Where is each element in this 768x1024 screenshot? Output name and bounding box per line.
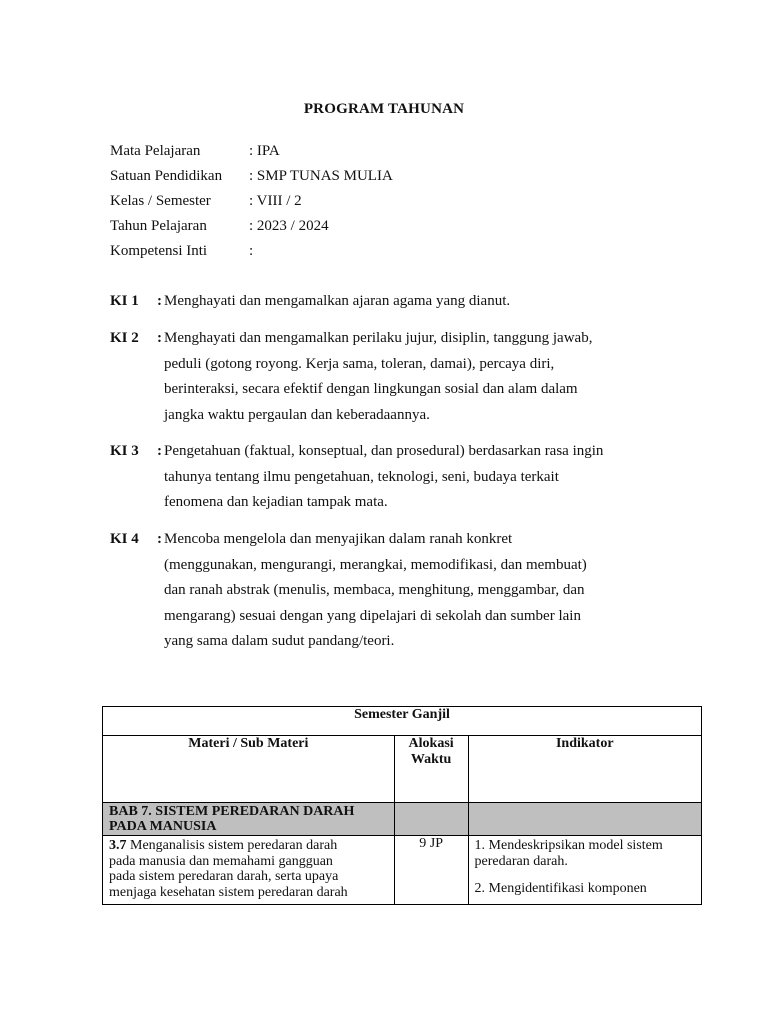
chapter-title-line: PADA MANUSIA (109, 819, 217, 834)
materi-line: pada manusia dan memahami gangguan (109, 853, 333, 869)
semester-table (102, 706, 702, 905)
ki-colon: : (157, 330, 162, 346)
ki-line: Mencoba mengelola dan menyajikan dalam ranah konkret (164, 531, 513, 547)
indikator-spacer (475, 869, 695, 881)
materi-text (103, 836, 394, 902)
semester-header-row (103, 707, 702, 736)
semester-title: Semester Ganjil (103, 707, 702, 736)
chapter-row (103, 803, 702, 836)
materi-line (109, 838, 388, 854)
document-title: PROGRAM TAHUNAN (303, 101, 465, 117)
indikator-line: 2. Mengidentifikasi komponen (474, 881, 647, 896)
info-label: Tahun Pelajaran (110, 218, 207, 234)
ki-line: peduli (gotong royong. Kerja sama, toleran, damai), percaya diri, (164, 355, 555, 372)
ki-code: KI 1 (110, 293, 139, 309)
indikator-cell (468, 836, 701, 905)
ki-3 (110, 439, 630, 516)
info-value: : SMP TUNAS MULIA (249, 168, 393, 184)
ki-line: (menggunakan, mengurangi, merangkai, memodifikasi, dan membuat) (164, 556, 587, 573)
chapter-empty-cell (394, 803, 468, 836)
ki-line: dan ranah abstrak (menulis, membaca, menghitung, menggambar, dan (164, 582, 585, 598)
chapter-title-cell (103, 803, 395, 836)
indikator-line: peredaran darah. (474, 853, 568, 869)
ki-colon: : (157, 531, 162, 547)
ki-text (164, 439, 630, 516)
ki-code: KI 4 (110, 531, 139, 547)
ki-1 (110, 289, 630, 315)
ki-line: yang sama dalam sudut pandang/teori. (164, 633, 395, 649)
info-value: : IPA (249, 143, 280, 159)
info-label: Satuan Pendidikan (110, 168, 223, 184)
info-label: Kompetensi Inti (110, 243, 208, 259)
column-header-indikator: Indikator (468, 736, 701, 803)
column-header-materi: Materi / Sub Materi (103, 736, 395, 803)
ki-line: Pengetahuan (faktual, konseptual, dan prosedural) berdasarkan rasa ingin (164, 443, 604, 459)
chapter-title (103, 803, 394, 835)
ki-2 (110, 326, 630, 428)
materi-line-text: Menganalisis sistem peredaran darah (126, 838, 338, 853)
info-row-satuan-pendidikan (110, 165, 393, 190)
materi-cell (103, 836, 395, 905)
ki-text (164, 527, 630, 655)
ki-line: tahunya tentang ilmu pengetahuan, teknologi, seni, budaya terkait (164, 468, 559, 485)
chapter-title-line: BAB 7. SISTEM PEREDARAN DARAH (109, 804, 355, 819)
info-label: Mata Pelajaran (110, 143, 201, 159)
alokasi-cell: 9 JP (394, 836, 468, 905)
info-value: : 2023 / 2024 (249, 218, 329, 234)
ki-text (164, 289, 630, 315)
ki-4 (110, 527, 630, 655)
ki-colon: : (157, 443, 162, 459)
ki-line: Menghayati dan mengamalkan perilaku jujur, disiplin, tanggung jawab, (164, 330, 593, 346)
info-label: Kelas / Semester (110, 193, 211, 209)
materi-line: pada sistem peredaran darah, serta upaya (109, 869, 339, 884)
ki-line: fenomena dan kejadian tampak mata. (164, 494, 388, 510)
ki-line: jangka waktu pergaulan dan keberadaannya. (164, 406, 430, 423)
column-header-row (103, 736, 702, 803)
materi-line: menjaga kesehatan sistem peredaran darah (109, 884, 348, 900)
column-header-alokasi-line: Alokasi (408, 736, 454, 751)
info-row-kelas-semester (110, 190, 393, 215)
ki-text (164, 326, 630, 428)
table-row (103, 836, 702, 905)
chapter-empty-cell (468, 803, 701, 836)
ki-line: Menghayati dan mengamalkan ajaran agama yang dianut. (164, 293, 511, 309)
ki-code: KI 2 (110, 330, 139, 346)
column-header-alokasi (394, 736, 468, 803)
info-row-mata-pelajaran (110, 140, 393, 165)
ki-colon: : (157, 293, 162, 309)
info-row-tahun-pelajaran (110, 215, 393, 240)
info-row-kompetensi-inti (110, 240, 393, 265)
identity-block (110, 140, 393, 265)
kd-number: 3.7 (109, 838, 127, 853)
indikator-line: 1. Mendeskripsikan model sistem (474, 838, 663, 853)
info-value: : (249, 243, 254, 259)
ki-line: mengarang) sesuai dengan yang dipelajari di sekolah dan sumber lain (164, 607, 581, 624)
ki-line: berinteraksi, secara efektif dengan lingkungan sosial dan alam dalam (164, 381, 578, 397)
column-header-alokasi-line: Waktu (410, 752, 452, 767)
info-value: : VIII / 2 (249, 193, 302, 209)
indikator-list (469, 836, 701, 899)
ki-code: KI 3 (110, 443, 139, 459)
